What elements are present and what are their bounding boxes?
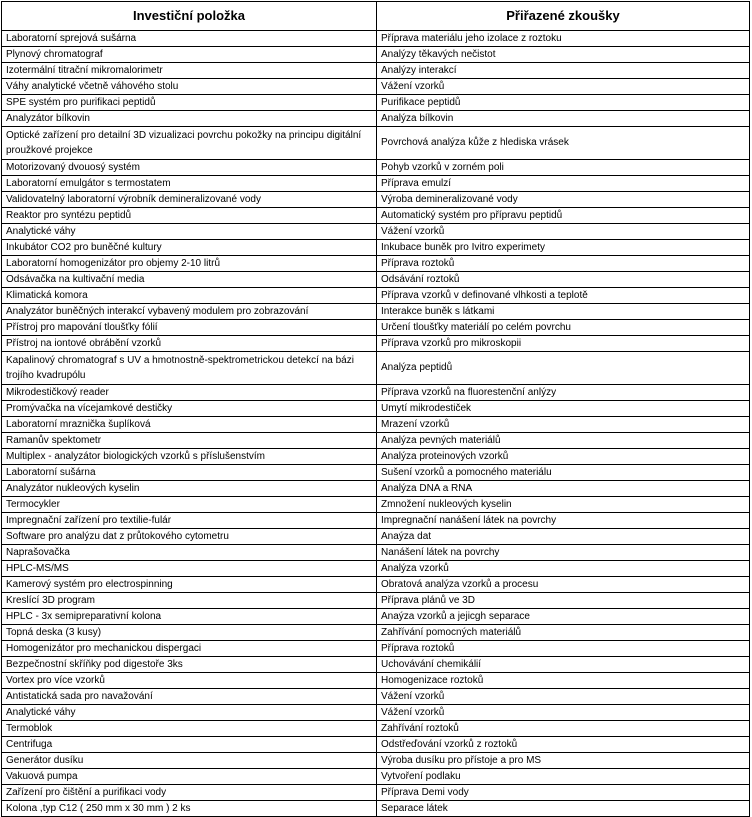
table-row <box>2 176 750 192</box>
assigned-tests-cell: Příprava Demi vody <box>377 785 750 801</box>
assigned-tests-cell: Analýza vzorků <box>377 561 750 577</box>
table-row <box>2 609 750 625</box>
table-row <box>2 561 750 577</box>
column-header-investment-item: Investiční položka <box>2 2 377 31</box>
investment-item-cell: Software pro analýzu dat z průtokového cytometru <box>2 529 377 545</box>
assigned-tests-cell: Anaýza dat <box>377 529 750 545</box>
table-row <box>2 336 750 352</box>
investment-item-cell: Odsávačka na kultivační media <box>2 272 377 288</box>
table-row <box>2 705 750 721</box>
table-row <box>2 320 750 336</box>
table-row <box>2 111 750 127</box>
investment-item-cell: Homogenizátor pro mechanickou dispergaci <box>2 641 377 657</box>
investment-item-cell: Kamerový systém pro electrospinning <box>2 577 377 593</box>
investment-item-cell: Kreslící 3D program <box>2 593 377 609</box>
assigned-tests-cell: Interakce buněk s látkami <box>377 304 750 320</box>
assigned-tests-cell: Anaýza vzorků a jejicgh separace <box>377 609 750 625</box>
assigned-tests-cell: Analýza peptidů <box>377 352 750 385</box>
investment-item-cell: Optické zařízení pro detailní 3D vizualizaci povrchu pokožky na principu digitální proužkové projekce <box>2 127 377 160</box>
table-row <box>2 721 750 737</box>
investment-item-cell: Antistatická sada pro navažování <box>2 689 377 705</box>
investment-item-cell: Reaktor pro syntézu peptidů <box>2 208 377 224</box>
table-row <box>2 657 750 673</box>
assigned-tests-cell: Pohyb vzorků v zorném poli <box>377 160 750 176</box>
table-row <box>2 47 750 63</box>
investment-item-cell: Generátor dusíku <box>2 753 377 769</box>
assigned-tests-cell: Příprava vzorků pro mikroskopii <box>377 336 750 352</box>
table-row <box>2 63 750 79</box>
investment-item-cell: Inkubátor CO2 pro buněčné kultury <box>2 240 377 256</box>
assigned-tests-cell: Obratová analýza vzorků a procesu <box>377 577 750 593</box>
assigned-tests-cell: Zahřívání roztoků <box>377 721 750 737</box>
investment-item-cell: Impregnační zařízení pro textilie-fulár <box>2 513 377 529</box>
investment-item-cell: Ramanův spektometr <box>2 433 377 449</box>
table-row <box>2 465 750 481</box>
investment-item-cell: Laboratorní homogenizátor pro objemy 2-10 litrů <box>2 256 377 272</box>
investment-item-cell: Přístroj pro mapování tloušťky fólií <box>2 320 377 336</box>
investment-item-cell: Promývačka na vícejamkové destičky <box>2 401 377 417</box>
investment-item-cell: Laboratorní sušárna <box>2 465 377 481</box>
investment-item-cell: Analytické váhy <box>2 705 377 721</box>
investment-item-cell: Klimatická komora <box>2 288 377 304</box>
assigned-tests-cell: Zahřívání pomocných materiálů <box>377 625 750 641</box>
investment-item-cell: Analytické váhy <box>2 224 377 240</box>
table-row <box>2 513 750 529</box>
assigned-tests-cell: Analýzy těkavých nečistot <box>377 47 750 63</box>
table-row <box>2 481 750 497</box>
assigned-tests-cell: Vážení vzorků <box>377 689 750 705</box>
table-row <box>2 593 750 609</box>
table-row <box>2 208 750 224</box>
investment-item-cell: Laboratorní emulgátor s termostatem <box>2 176 377 192</box>
investment-item-cell: Analyzátor bílkovin <box>2 111 377 127</box>
table-row <box>2 304 750 320</box>
assigned-tests-cell: Automatický systém pro přípravu peptidů <box>377 208 750 224</box>
investment-item-cell: Plynový chromatograf <box>2 47 377 63</box>
column-header-assigned-tests: Přiřazené zkoušky <box>377 2 750 31</box>
table-row <box>2 352 750 385</box>
table-row <box>2 417 750 433</box>
assigned-tests-cell: Příprava roztoků <box>377 641 750 657</box>
assigned-tests-cell: Příprava roztoků <box>377 256 750 272</box>
assigned-tests-cell: Příprava vzorků v definované vlhkosti a teplotě <box>377 288 750 304</box>
assigned-tests-cell: Příprava vzorků na fluorestenční anlýzy <box>377 385 750 401</box>
table-row <box>2 224 750 240</box>
assigned-tests-cell: Příprava emulzí <box>377 176 750 192</box>
table-row <box>2 689 750 705</box>
table-row <box>2 127 750 160</box>
assigned-tests-cell: Určení tloušťky materiálí po celém povrchu <box>377 320 750 336</box>
table-row <box>2 95 750 111</box>
investment-item-cell: Termocykler <box>2 497 377 513</box>
investment-item-cell: Centrifuga <box>2 737 377 753</box>
investment-item-cell: Multiplex - analyzátor biologických vzorků s příslušenstvím <box>2 449 377 465</box>
assigned-tests-cell: Analýza pevných materiálů <box>377 433 750 449</box>
assigned-tests-cell: Separace látek <box>377 801 750 817</box>
table-row <box>2 625 750 641</box>
investment-item-cell: SPE systém pro purifikaci peptidů <box>2 95 377 111</box>
assigned-tests-cell: Impregnační nanášení látek na povrchy <box>377 513 750 529</box>
table-row <box>2 385 750 401</box>
assigned-tests-cell: Vážení vzorků <box>377 705 750 721</box>
assigned-tests-cell: Nanášení látek na povrchy <box>377 545 750 561</box>
investment-item-cell: Laboratorní sprejová sušárna <box>2 31 377 47</box>
table-row <box>2 160 750 176</box>
assigned-tests-cell: Vážení vzorků <box>377 79 750 95</box>
investment-item-cell: Izotermální titrační mikromalorimetr <box>2 63 377 79</box>
investment-item-cell: Analyzátor nukleových kyselin <box>2 481 377 497</box>
investment-item-cell: Topná deska (3 kusy) <box>2 625 377 641</box>
assigned-tests-cell: Analýza proteinových vzorků <box>377 449 750 465</box>
table-row <box>2 272 750 288</box>
assigned-tests-cell: Inkubace buněk pro Ivitro experimety <box>377 240 750 256</box>
table-row <box>2 673 750 689</box>
investment-item-cell: Vortex pro více vzorků <box>2 673 377 689</box>
investment-item-cell: Kolona ,typ C12 ( 250 mm x 30 mm ) 2 ks <box>2 801 377 817</box>
assigned-tests-cell: Purifikace peptidů <box>377 95 750 111</box>
investment-item-cell: Vakuová pumpa <box>2 769 377 785</box>
assigned-tests-cell: Mrazení vzorků <box>377 417 750 433</box>
assigned-tests-cell: Analýza bílkovin <box>377 111 750 127</box>
table-row <box>2 545 750 561</box>
assigned-tests-cell: Zmnožení nukleových kyselin <box>377 497 750 513</box>
investment-item-cell: Termoblok <box>2 721 377 737</box>
equipment-table <box>1 1 750 817</box>
investment-item-cell: Kapalinový chromatograf s UV a hmotnostně-spektrometrickou detekcí na bázi trojího kvadrupólu <box>2 352 377 385</box>
table-row <box>2 240 750 256</box>
assigned-tests-cell: Odsávání roztoků <box>377 272 750 288</box>
assigned-tests-cell: Výroba demineralizované vody <box>377 192 750 208</box>
assigned-tests-cell: Příprava plánů ve 3D <box>377 593 750 609</box>
assigned-tests-cell: Uchovávání chemikálií <box>377 657 750 673</box>
table-row <box>2 449 750 465</box>
investment-item-cell: Validovatelný laboratorní výrobník demineralizované vody <box>2 192 377 208</box>
table-row <box>2 529 750 545</box>
investment-item-cell: Motorizovaný dvouosý systém <box>2 160 377 176</box>
assigned-tests-cell: Analýzy interakcí <box>377 63 750 79</box>
investment-item-cell: Naprašovačka <box>2 545 377 561</box>
investment-item-cell: Bezpečnostní skříňky pod digestoře 3ks <box>2 657 377 673</box>
assigned-tests-cell: Příprava materiálu jeho izolace z roztoku <box>377 31 750 47</box>
investment-item-cell: Přístroj na iontové obrábění vzorků <box>2 336 377 352</box>
assigned-tests-cell: Homogenizace roztoků <box>377 673 750 689</box>
table-row <box>2 497 750 513</box>
investment-item-cell: Analyzátor buněčných interakcí vybavený modulem pro zobrazování <box>2 304 377 320</box>
table-row <box>2 577 750 593</box>
investment-item-cell: Váhy analytické včetně váhového stolu <box>2 79 377 95</box>
assigned-tests-cell: Analýza DNA a RNA <box>377 481 750 497</box>
assigned-tests-cell: Vytvoření podlaku <box>377 769 750 785</box>
assigned-tests-cell: Umytí mikrodestiček <box>377 401 750 417</box>
assigned-tests-cell: Výroba dusíku pro přístoje a pro MS <box>377 753 750 769</box>
investment-item-cell: Mikrodestičkový reader <box>2 385 377 401</box>
investment-item-cell: HPLC - 3x semipreparativní kolona <box>2 609 377 625</box>
assigned-tests-cell: Sušení vzorků a pomocného materiálu <box>377 465 750 481</box>
table-row <box>2 288 750 304</box>
investment-item-cell: HPLC-MS/MS <box>2 561 377 577</box>
assigned-tests-cell: Odstřeďování vzorků z roztoků <box>377 737 750 753</box>
table-row <box>2 785 750 801</box>
table-row <box>2 641 750 657</box>
table-row <box>2 801 750 817</box>
table-row <box>2 433 750 449</box>
table-row <box>2 769 750 785</box>
table-row <box>2 31 750 47</box>
table-row <box>2 79 750 95</box>
table-row <box>2 737 750 753</box>
table-row <box>2 192 750 208</box>
header-row <box>2 2 750 31</box>
table-row <box>2 256 750 272</box>
assigned-tests-cell: Vážení vzorků <box>377 224 750 240</box>
investment-item-cell: Zařízení pro čištění a purifikaci vody <box>2 785 377 801</box>
table-row <box>2 753 750 769</box>
investment-item-cell: Laboratorní mraznička šuplíková <box>2 417 377 433</box>
assigned-tests-cell: Povrchová analýza kůže z hlediska vrásek <box>377 127 750 160</box>
table-row <box>2 401 750 417</box>
